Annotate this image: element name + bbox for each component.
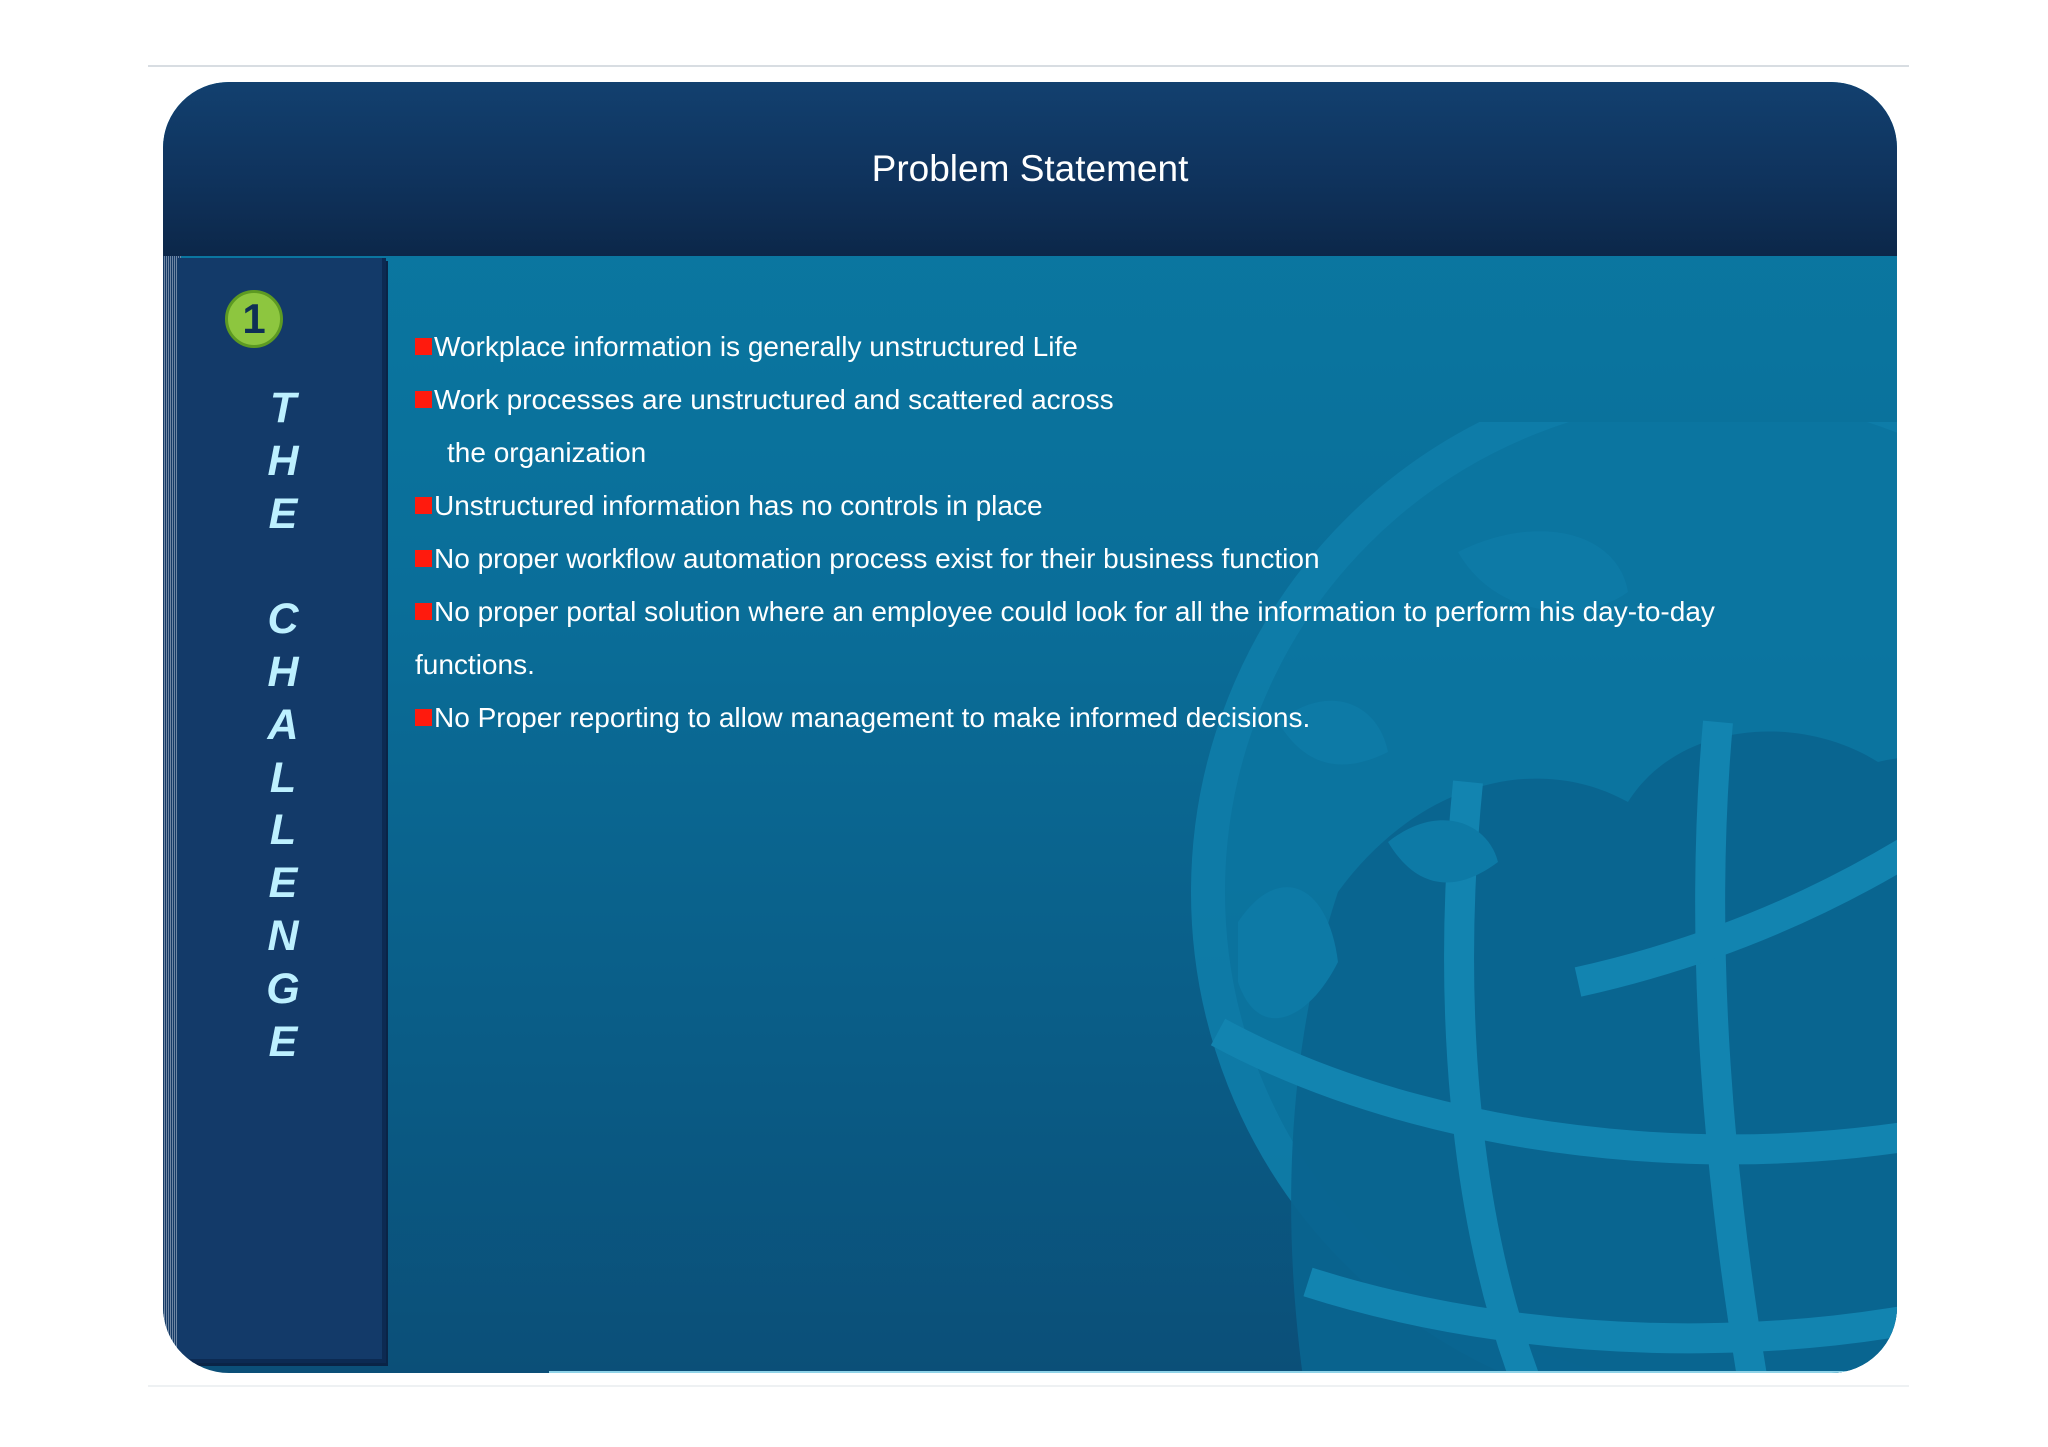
bullet-marker-icon — [415, 603, 432, 620]
bullet-text: functions. — [415, 649, 535, 680]
slide-header — [163, 82, 1897, 256]
page-top-rule — [148, 65, 1909, 67]
bullet-list — [415, 320, 1795, 744]
bullet-item — [415, 320, 1795, 373]
page-bottom-rule — [148, 1385, 1909, 1387]
bullet-item — [415, 479, 1795, 532]
bullet-text: No proper workflow automation process exist for their business function — [434, 543, 1320, 574]
bullet-item — [415, 532, 1795, 585]
footer-rule — [549, 1371, 1897, 1373]
bullet-text: Workplace information is generally unstructured Life — [434, 331, 1078, 362]
bullet-item — [415, 585, 1795, 638]
bullet-marker-icon — [415, 497, 432, 514]
bullet-continuation — [415, 426, 1795, 479]
bullet-marker-icon — [415, 338, 432, 355]
bullet-marker-icon — [415, 550, 432, 567]
bullet-text: No proper portal solution where an employee could look for all the information to perform his day-to-day — [434, 596, 1715, 627]
bullet-marker-icon — [415, 391, 432, 408]
bullet-item — [415, 373, 1795, 426]
bullet-text: Work processes are unstructured and scattered across — [434, 384, 1114, 415]
bullet-text: No Proper reporting to allow management to make informed decisions. — [434, 702, 1311, 733]
sidebar-panel — [177, 258, 386, 1363]
sidebar-vertical-title: T H E C H A L L E N G E — [266, 384, 300, 1066]
bullet-item — [415, 691, 1795, 744]
number-badge: 1 — [225, 290, 283, 348]
slide-title: Problem Statement — [871, 148, 1189, 189]
bullet-text: Unstructured information has no controls in place — [434, 490, 1043, 521]
bullet-text: the organization — [447, 437, 647, 468]
bullet-marker-icon — [415, 709, 432, 726]
bullet-continuation — [415, 638, 1795, 691]
